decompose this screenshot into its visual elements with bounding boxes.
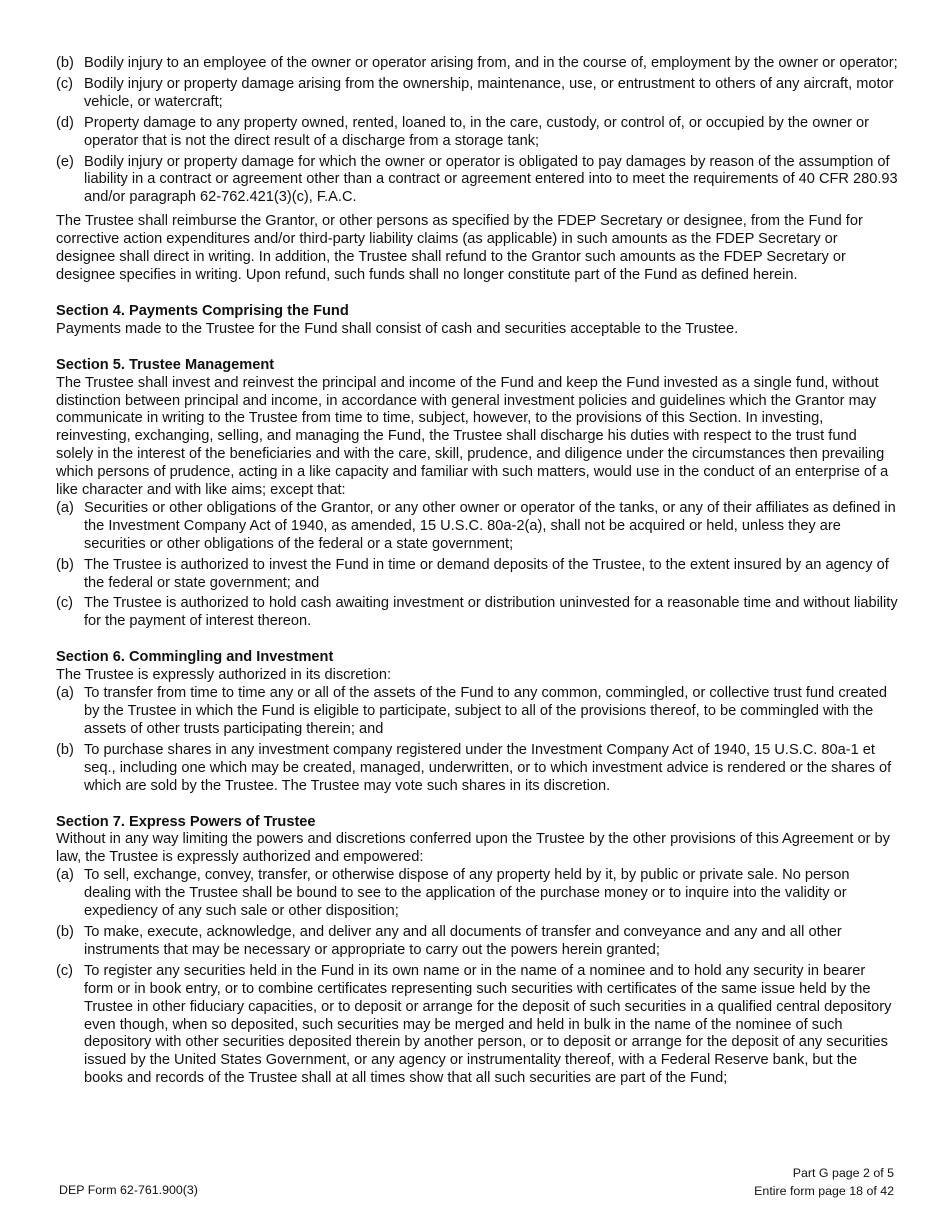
list-item-text: Bodily injury to an employee of the owner or operator arising from, and in the course of, employment by the owner or operator; [84,55,898,71]
section-7-body: Without in any way limiting the powers and discretions conferred upon the Trustee by the other provisions of this Agreement or by law, the Trustee is expressly authorized and empowered: [56,831,890,866]
list-item [56,595,898,631]
list-item [56,963,898,1088]
list-item-label: (c) [56,75,74,92]
list-item [56,76,898,112]
list-item-text: To register any securities held in the Fund in its own name or in the name of a nominee and to hold any security in bearer form or in book entry, or to combine certificates representing such securities with certificates of the same issue held by the Trustee in other fiduciary capacities, or to deposit or arrange for the deposit of such securities in a qualified central depository even though, when so deposited, such securities may be merged and held in bulk in the name of the nominee of such depository with other securities deposited therein by another person, or to deposit or arrange for the deposit of any securities issued by the United States Government, or any agency or instrumentality thereof, with a Federal Reserve bank, but the books and records of the Trustee shall at all times show that all such securities are part of the Fund; [84,962,892,1087]
list-item-label: (e) [56,153,74,170]
section-6-heading: Section 6. Commingling and Investment [56,649,334,666]
list-item [56,742,898,796]
list-item-text: To purchase shares in any investment company registered under the Investment Company Act of 1940, 15 U.S.C. 80a-1 et seq., including one which may be created, managed, underwritten, or to which investment advice is rendered or the shares of which are sold by the Trustee. The Trustee may vote such shares in its discretion. [84,741,892,794]
list-item-label: (a) [56,867,74,884]
section-6-body: The Trustee is expressly authorized in its discretion: [56,667,391,684]
section-6-list [56,685,898,795]
list-item-text: Property damage to any property owned, rented, loaned to, in the care, custody, or control of, or occupied by the owner or operator that is not the direct result of a discharge from a storage tank; [84,114,869,149]
list-item-label: (a) [56,685,74,702]
section-5-heading: Section 5. Trustee Management [56,356,275,373]
section-5-list [56,500,898,631]
list-item-text: To sell, exchange, convey, transfer, or otherwise dispose of any property held by it, by public or private sale. No person dealing with the Trustee shall be bound to see to the application of the purchase money or to inquire into the validity or expediency of any such sale or other disposition; [84,867,850,920]
list-item-label: (c) [56,962,74,979]
list-item-label: (a) [56,499,74,516]
section-7-heading: Section 7. Express Powers of Trustee [56,813,316,830]
section-4-body: Payments made to the Trustee for the Fund shall consist of cash and securities acceptable to the Trustee. [56,320,739,337]
list-item [56,685,898,739]
page-number-block [754,1164,894,1200]
list-item [56,154,898,208]
list-item-text: The Trustee is authorized to invest the Fund in time or demand deposits of the Trustee, to the extent insured by an agency of the federal or state government; and [84,556,889,591]
list-item-label: (b) [56,55,74,71]
list-item [56,55,898,73]
list-item-label: (b) [56,741,74,758]
list-item [56,557,898,593]
list-item [56,115,898,151]
list-item-text: The Trustee is authorized to hold cash awaiting investment or distribution uninvested for a reasonable time and without liability for the payment of interest thereon. [84,595,898,630]
reimburse-paragraph: The Trustee shall reimburse the Grantor, or other persons as specified by the FDEP Secretary or designee, from the Fund for corrective action expenditures and/or third-party liability claims (as applicable) in such amounts as the FDEP Secretary or designee shall direct in writing. In addition, the Trustee shall refund to the Grantor such amounts as the FDEP Secretary or designee specifies in writing. Upon refund, such funds shall no longer constitute part of the Fund as defined herein. [56,213,863,283]
list-item [56,500,898,554]
list-item-text: Securities or other obligations of the Grantor, or any other owner or operator of the tanks, or any of their affiliates as defined in the Investment Company Act of 1940, as amended, 15 U.S.C. 80a-2(a), shall not be acquired or held, unless they are securities or other obligations of the federal or a state government; [84,499,896,552]
list-item-label: (b) [56,923,74,940]
entire-form-page-number: Entire form page 18 of 42 [754,1184,894,1198]
list-item-text: Bodily injury or property damage arising from the ownership, maintenance, use, or entrustment to others of any aircraft, motor vehicle, or watercraft; [84,75,894,110]
form-id: DEP Form 62-761.900(3) [59,1183,198,1197]
list-item-text: To transfer from time to time any or all of the assets of the Fund to any common, commingled, or collective trust fund created by the Trustee in which the Fund is eligible to participate, subject to all of the provisions thereof, to be commingled with the assets of other trusts participating therein; and [84,685,888,737]
exclusions-list [56,55,898,207]
part-page-number: Part G page 2 of 5 [792,1166,894,1180]
list-item-text: Bodily injury or property damage for which the owner or operator is obligated to pay damages by reason of the assumption of liability in a contract or agreement other than a contract or agreement entered into to meet the requirements of 40 CFR 280.93 and/or paragraph 62-762.421(3)(c), F.A.C. [84,153,898,206]
document-body [56,55,898,1091]
list-item-label: (c) [56,595,74,612]
section-4-heading: Section 4. Payments Comprising the Fund [56,302,349,319]
section-5-body: The Trustee shall invest and reinvest the principal and income of the Fund and keep the Fund invested as a single fund, without distinction between principal and income, in accordance with general investment policies and guidelines which the Grantor may communicate in writing to the Trustee from time to time, subject, however, to the provisions of this Section. In investing, reinvesting, exchanging, selling, and managing the Fund, the Trustee shall discharge his duties with respect to the trust fund solely in the interest of the beneficiaries and with the care, skill, prudence, and diligence under the circumstances then prevailing which persons of prudence, acting in a like capacity and familiar with such matters, would use in the conduct of an enterprise of a like character and with like aims; except that: [56,374,889,499]
list-item [56,867,898,921]
list-item-label: (b) [56,556,74,573]
list-item-text: To make, execute, acknowledge, and deliver any and all documents of transfer and conveyance and any and all other instruments that may be necessary or appropriate to carry out the powers herein granted; [84,923,842,958]
list-item [56,924,898,960]
section-7-list [56,867,898,1088]
list-item-label: (d) [56,114,74,131]
